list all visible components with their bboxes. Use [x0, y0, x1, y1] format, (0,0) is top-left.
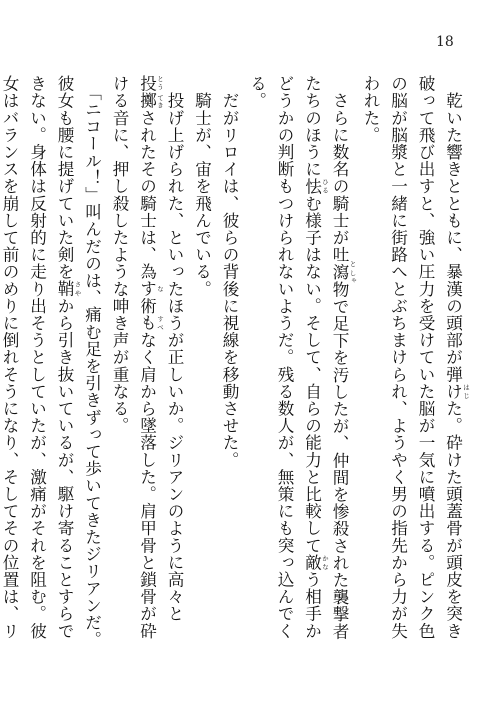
text-run: う相手かどうかの判断もつけられないようだ。残る数人が、無策にも突っ込んでくる。: [247, 75, 322, 640]
ruby-reading: ひる: [321, 177, 329, 195]
ruby-base: 怯: [302, 177, 322, 195]
ruby-reading: かな: [321, 553, 329, 571]
ruby-word: [55, 280, 82, 298]
text-run: た。砕けた頭蓋骨が頭皮を突き破って飛び出すと、強い圧力を受けていた脳が一気に噴出する。ピンク色の脳が脳漿と一緒に街路へとぶちまけられ、ようやく男の指先から力が失われた。: [361, 75, 463, 640]
ruby-word: [137, 314, 164, 332]
paragraph: [0, 75, 106, 655]
paragraph: [188, 75, 216, 655]
text-run: 「ニコール！」叫んだのは、痛む足を引きずって歩いてきたジリアンだ。彼女も腰に提げていた剣を: [55, 75, 102, 649]
ruby-word: [137, 75, 164, 110]
paragraph: [106, 75, 189, 655]
paragraph: [216, 75, 244, 655]
ruby-reading: はじ: [462, 382, 470, 400]
ruby-reading: すべ: [156, 314, 164, 332]
ruby-base: 投擲: [137, 75, 157, 110]
ruby-reading: さや: [73, 280, 82, 298]
ruby-reading: とう てき: [156, 75, 164, 110]
ruby-word: [302, 177, 329, 195]
ruby-base: す: [137, 280, 157, 298]
text-run: 術: [137, 297, 157, 315]
ruby-reading: と しゃ: [348, 260, 357, 284]
paragraph: [243, 75, 357, 655]
text-run: さらに数名の騎士が吐: [330, 92, 349, 264]
ruby-word: [443, 382, 470, 400]
text-run: から引き抜いているが、駆け寄ることすらできない。身体は反射的に走り出そうとしていたが、激痛がそれを阻む。彼女はバランスを崩して前のめりに倒れそうになり、そしてその位置は、リ: [0, 75, 74, 640]
ruby-word: [302, 553, 329, 571]
ruby-base: 鞘: [55, 280, 74, 298]
ruby-base: も: [137, 314, 157, 332]
text-run: されたその騎士は、為: [137, 109, 157, 281]
page-number: 18: [436, 34, 454, 50]
ruby-base: 瀉: [330, 260, 349, 284]
text-run: 騎士が、宙を飛んでいる。: [192, 92, 212, 298]
ruby-base: け: [443, 382, 463, 400]
ruby-word: [137, 280, 164, 298]
text-run: む様子はない。そして、自らの能力と比較して: [302, 194, 322, 554]
ruby-reading: な: [156, 280, 164, 298]
text-run: 乾いた響きとともに、暴漢の頭部が弾: [443, 92, 463, 383]
body-text: [0, 75, 470, 655]
text-run: 物で足下を汚したが、仲間を惨殺された襲撃者たちのほうに: [302, 75, 349, 640]
text-run: だがリロイは、彼らの背後に視線を移動させた。: [220, 92, 239, 469]
text-run: 投げ上げられた、といったほうが正しいか。ジリアンのように高々と: [165, 92, 184, 623]
paragraph: [357, 75, 471, 655]
text-run: なく肩から墜落した。肩甲骨と鎖骨が砕ける音に、押し殺したような呻き声が重なる。: [110, 75, 157, 640]
ruby-word: [330, 260, 357, 284]
ruby-base: 敵: [302, 553, 322, 571]
